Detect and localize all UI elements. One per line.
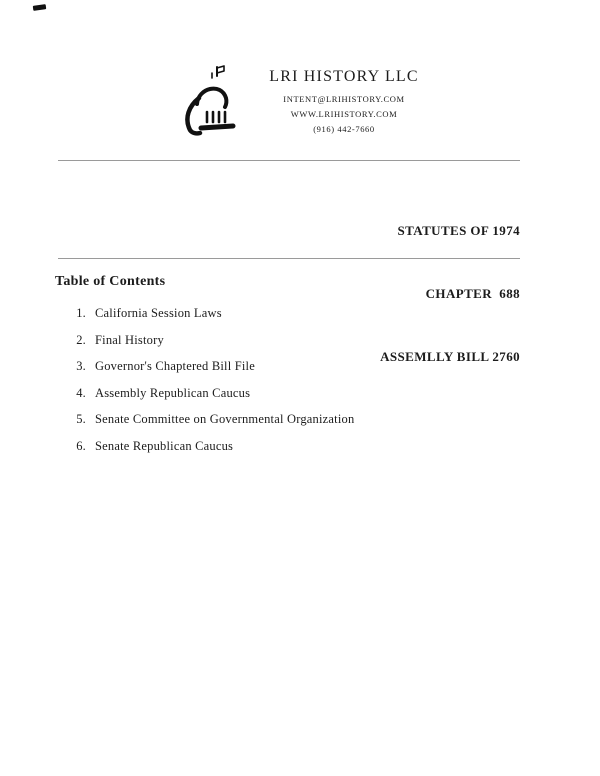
- divider-top: [58, 160, 520, 161]
- toc-item-number: 4.: [76, 385, 86, 400]
- company-name: LRI HISTORY LLC: [269, 68, 419, 85]
- capitol-logo-icon: [181, 64, 243, 138]
- toc-item: [70, 412, 540, 427]
- letterhead-text: [269, 62, 419, 137]
- toc-item-number: 1.: [76, 306, 86, 320]
- toc-list: [70, 306, 540, 465]
- toc-item: [70, 439, 540, 454]
- toc-heading: Table of Contents: [55, 274, 166, 289]
- toc-item-number: 5.: [76, 412, 86, 426]
- toc-item-label: Senate Committee on Governmental Organization: [95, 412, 355, 426]
- toc-item-number: 3.: [76, 359, 86, 373]
- toc-item-number: 2.: [76, 332, 86, 347]
- scan-artifact-mark: [33, 4, 47, 11]
- toc-item: [70, 359, 540, 374]
- toc-item: [70, 333, 540, 348]
- toc-item-label: Assembly Republican Caucus: [95, 385, 251, 400]
- company-phone: (916) 442-7660: [313, 123, 375, 134]
- letterhead: [0, 62, 600, 138]
- assembly-bill-line: ASSEMLLY BILL 2760: [380, 349, 520, 365]
- toc-item-number: 6.: [76, 438, 86, 453]
- toc-item: [70, 386, 540, 401]
- toc-item: [70, 306, 540, 321]
- company-website: WWW.LRIHISTORY.COM: [290, 108, 398, 119]
- toc-item-label: Governor's Chaptered Bill File: [95, 359, 255, 373]
- toc-item-label: Final History: [95, 332, 164, 347]
- toc-item-label: California Session Laws: [95, 306, 222, 320]
- company-email: INTENT@LRIHISTORY.COM: [283, 94, 405, 104]
- divider-bottom: [58, 258, 520, 259]
- toc-item-label: Senate Republican Caucus: [95, 438, 234, 453]
- chapter-line: CHAPTER 688: [425, 286, 520, 302]
- statutes-line: STATUTES OF 1974: [397, 223, 520, 239]
